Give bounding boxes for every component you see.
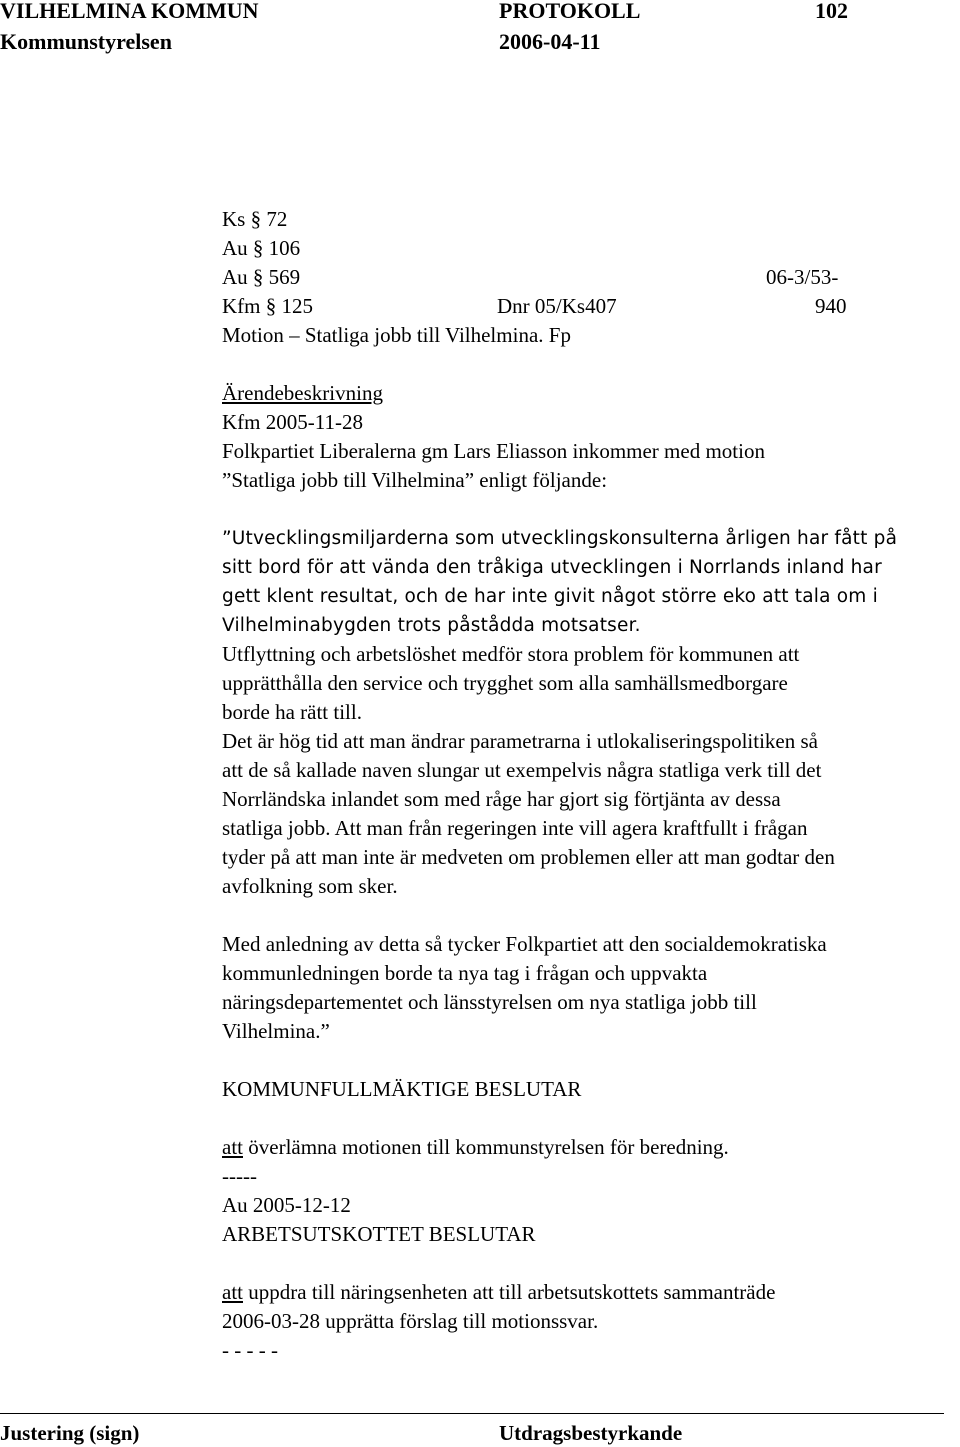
au-date: Au 2005-12-12: [222, 1193, 351, 1217]
section-heading-description: Ärendebeskrivning: [222, 381, 383, 405]
ref-au-569: Au § 569: [222, 265, 301, 289]
ref-kfm: Kfm § 125: [222, 294, 313, 318]
motion-line: ”Utvecklingsmiljarderna som utvecklingskonsulterna årligen har fått på: [222, 528, 898, 549]
motion-line: sitt bord för att vända den tråkiga utvecklingen i Norrlands inland har: [222, 557, 882, 578]
footer-utdragsbestyrkande: Utdragsbestyrkande: [499, 1421, 683, 1445]
kf-decision-text: [222, 1133, 729, 1162]
intro-line: ”Statliga jobb till Vilhelmina” enligt följande:: [222, 468, 608, 492]
att-keyword: att: [222, 1280, 243, 1304]
att-keyword: att: [222, 1135, 243, 1159]
au-decision-text: [222, 1278, 775, 1307]
motion-line: Utflyttning och arbetslöshet medför stora problem för kommunen att: [222, 642, 800, 666]
separator: - - - - -: [222, 1338, 278, 1362]
ref-ks: Ks § 72: [222, 207, 288, 231]
au-decision-body: uppdra till näringsenheten att till arbetsutskottets sammanträde: [243, 1280, 776, 1304]
separator: -----: [222, 1164, 257, 1188]
motion-line: kommunledningen borde ta nya tag i frågan och uppvakta: [222, 961, 708, 985]
motion-line: att de så kallade naven slungar ut exempelvis några statliga verk till det: [222, 758, 822, 782]
motion-line: näringsdepartementet och länsstyrelsen om nya statliga jobb till: [222, 990, 757, 1014]
motion-line: upprätthålla den service och trygghet som alla samhällsmedborgare: [222, 671, 788, 695]
au-decision-text: 2006-03-28 upprätta förslag till motionssvar.: [222, 1309, 599, 1333]
motion-line: gett klent resultat, och de har inte givit något större eko att tala om i: [222, 586, 878, 607]
motion-line: statliga jobb. Att man från regeringen inte vill agera kraftfullt i frågan: [222, 816, 808, 840]
diarie-number-top: 06-3/53-: [766, 265, 839, 289]
diarie-number-bottom: 940: [815, 294, 847, 318]
header-page-number: 102: [815, 0, 848, 23]
intro-line: Folkpartiet Liberalerna gm Lars Eliasson inkommer med motion: [222, 439, 765, 463]
header-doc-type: PROTOKOLL: [499, 0, 641, 23]
kfm-date: Kfm 2005-11-28: [222, 410, 363, 434]
motion-line: Vilhelminabygden trots påstådda motsatser.: [222, 615, 641, 636]
ref-au-106: Au § 106: [222, 236, 301, 260]
footer-justering: Justering (sign): [0, 1421, 140, 1445]
motion-line: borde ha rätt till.: [222, 700, 362, 724]
header-date: 2006-04-11: [499, 29, 601, 54]
header-body: Kommunstyrelsen: [0, 29, 172, 54]
dnr-number: Dnr 05/Ks407: [497, 294, 617, 318]
kf-decision-heading: KOMMUNFULLMÄKTIGE BESLUTAR: [222, 1077, 582, 1101]
motion-line: Vilhelmina.”: [222, 1019, 330, 1043]
subject-line: Motion – Statliga jobb till Vilhelmina. Fp: [222, 323, 571, 347]
header-org: VILHELMINA KOMMUN: [0, 0, 259, 23]
footer-rule: [0, 1413, 944, 1414]
kf-decision-body: överlämna motionen till kommunstyrelsen för beredning.: [243, 1135, 729, 1159]
motion-line: Det är hög tid att man ändrar parametrarna i utlokaliseringspolitiken så: [222, 729, 818, 753]
motion-line: tyder på att man inte är medveten om problemen eller att man godtar den: [222, 845, 835, 869]
au-decision-heading: ARBETSUTSKOTTET BESLUTAR: [222, 1222, 536, 1246]
motion-line: avfolkning som sker.: [222, 874, 398, 898]
motion-line: Norrländska inlandet som med råge har gjort sig förtjänta av dessa: [222, 787, 781, 811]
motion-line: Med anledning av detta så tycker Folkpartiet att den socialdemokratiska: [222, 932, 827, 956]
